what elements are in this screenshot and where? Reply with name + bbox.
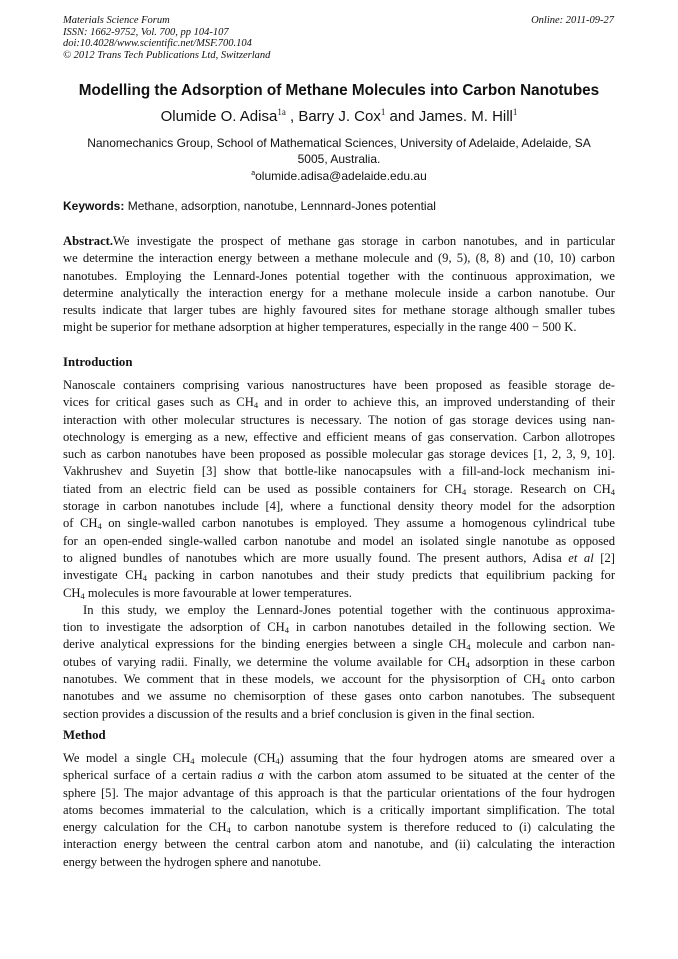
text-line: nanotubes. Employing the Lennard-Jones potential together with the continuous approximation, we <box>63 268 615 283</box>
email-link[interactable]: olumide.adisa@adelaide.edu.au <box>255 169 427 183</box>
introduction-body <box>63 377 615 723</box>
text-line: Vakhrushev and Suyetin [3] show that bottle-like nanocapsules with a fill-and-lock mechanism ini- <box>63 464 615 479</box>
text-line: of $CH_4$ on single-walled carbon nanotubes is employed. They assume a homogenous cylindrical tube <box>63 516 616 532</box>
text-line: tiated from an electric field can be used as possible containers for $CH_4$ storage. Research on $CH_4$ <box>63 481 615 497</box>
text-line: spherical surface of a certain radius a with the carbon atom assumed to be situated at the center of the <box>63 768 615 783</box>
method-body <box>63 750 615 871</box>
affiliation: Nanomechanics Group, School of Mathematical Sciences, University of Adelaide, Adelaide, SA 5005, Australia. <box>87 136 591 166</box>
text-line: nanotubes and we assume no chemisorption of these gases onto carbon nanotubes. The subsequent <box>63 689 615 704</box>
text-line: to aligned bundles of nanotubes which are more usually found. The present authors, Adisa et al [2] <box>63 550 615 565</box>
text-line: determine analytically the interaction energy for a methane molecule inside a carbon nanotube. Our <box>63 285 615 300</box>
text-line: atoms becomes immaterial to the calculation, which is a critically important simplification. The total <box>63 802 615 817</box>
text-line: Abstract.We investigate the prospect of methane gas storage in carbon nanotubes, and in particular <box>63 234 615 248</box>
journal-name: Materials Science Forum <box>63 15 170 26</box>
text-line: sphere [5]. The major advantage of this approach is that the particular orientations of the four hydrogen <box>63 785 615 800</box>
keywords-label: Keywords: <box>63 199 125 213</box>
copyright: © 2012 Trans Tech Publications Ltd, Switzerland <box>63 49 271 61</box>
author-name: Barry J. Cox <box>298 108 381 125</box>
text-line: might be superior for methane adsorption at higher temperatures, especially in the range 400 − 500 K. <box>63 320 577 335</box>
abstract <box>63 233 615 337</box>
text-line: for an open-ended single-walled carbon nanotube and model an isolated single nanotube as opposed <box>63 533 615 548</box>
text-line: $CH_4$ molecules is more favourable at lower temperatures. <box>63 585 352 601</box>
section-heading-method: Method <box>63 728 106 742</box>
text-line: derive analytical expressions for the binding energies between a single $CH_4$ molecule and carbon nan- <box>63 637 615 653</box>
text-line: such as carbon nanotubes have been proposed as possible molecular gas storage devices [1, 2, 3, 9, 10]. <box>63 447 615 462</box>
author-affil-mark: 1 <box>512 107 518 117</box>
paper-title: Modelling the Adsorption of Methane Molecules into Carbon Nanotubes <box>78 82 600 99</box>
text-line: storage in carbon nanotubes include [4], where a functional density theory model for the adsorption <box>63 499 615 514</box>
text-line: results indicate that larger tubes are highly favoured sites for methane storage although smaller tubes <box>63 303 615 318</box>
text-line: section provides a discussion of the results and a brief conclusion is given in the final section. <box>63 706 535 721</box>
text-line: energy calculation for the $CH_4$ to carbon nanotube system is therefore reduced to (i) calculating the <box>63 820 615 836</box>
text-line: investigate $CH_4$ packing in carbon nanotubes and their study predicts that equilibrium packing for <box>63 568 616 584</box>
text-line: interaction with other molecular structures is necessary. The notion of gas storage devices using nan- <box>63 412 615 427</box>
text-line: vices for critical gases such as $CH_4$ and in order to achieve this, an improved understanding of their <box>63 395 615 411</box>
author-affil-mark: 1 <box>380 107 386 117</box>
author-list: Olumide O. Adisa$^{1a}$ , Barry J. Cox$^1$ and James. M. Hill$^1$ <box>160 107 518 125</box>
keywords <box>63 199 615 213</box>
abstract-label: Abstract. <box>63 234 114 248</box>
text-line: nanotubes. We comment that in these models, we account for the physisorption of $CH_4$ onto carbon <box>63 672 615 688</box>
keywords-text: Methane, adsorption, nanotube, Lennnard-Jones potential <box>124 199 436 213</box>
text-line: we determine the interaction energy between a methane molecule and (9, 5), (8, 8) and (10, 10) carbon <box>63 251 615 266</box>
text-line: tion to investigate the adsorption of $CH_4$ in carbon nanotubes detailed in the following section. We <box>63 620 615 636</box>
text-line: otubes of varying radii. Finally, we determine the volume available for $CH_4$ adsorption in these carbon <box>63 654 615 670</box>
text-line: In this study, we employ the Lennard-Jones potential together with the continuous approxima- <box>83 602 615 617</box>
text-line: otechnology is emerging as a new, effective and efficient means of gas conservation. Carbon allotropes <box>63 429 615 444</box>
author-name: Olumide O. Adisa <box>160 108 278 125</box>
author-name: James. M. Hill <box>418 108 513 125</box>
text-line: interaction energy between the central carbon atom and nanotube, and (ii) calculating the interaction <box>63 837 615 852</box>
issn: ISSN: 1662-9752, Vol. 700, pp 104-107 <box>63 26 229 38</box>
section-heading-introduction: Introduction <box>63 355 133 369</box>
text-line: Nanoscale containers comprising various nanostructures have been proposed as feasible storage de- <box>63 378 615 392</box>
doi-link[interactable]: doi:10.4028/www.scientific.net/MSF.700.104 <box>63 38 252 49</box>
text-line: energy between the hydrogen sphere and nanotube. <box>63 854 322 869</box>
journal-header <box>63 15 270 61</box>
online-date: Online: 2011-09-27 <box>531 15 614 26</box>
author-email: $^a$olumide.adisa@adelaide.edu.au <box>251 169 427 183</box>
text-line: We model a single $CH_4$ molecule $(CH_4)$ assuming that the four hydrogen atoms are smeared over a <box>63 751 615 766</box>
author-affil-mark: 1a <box>277 107 286 117</box>
